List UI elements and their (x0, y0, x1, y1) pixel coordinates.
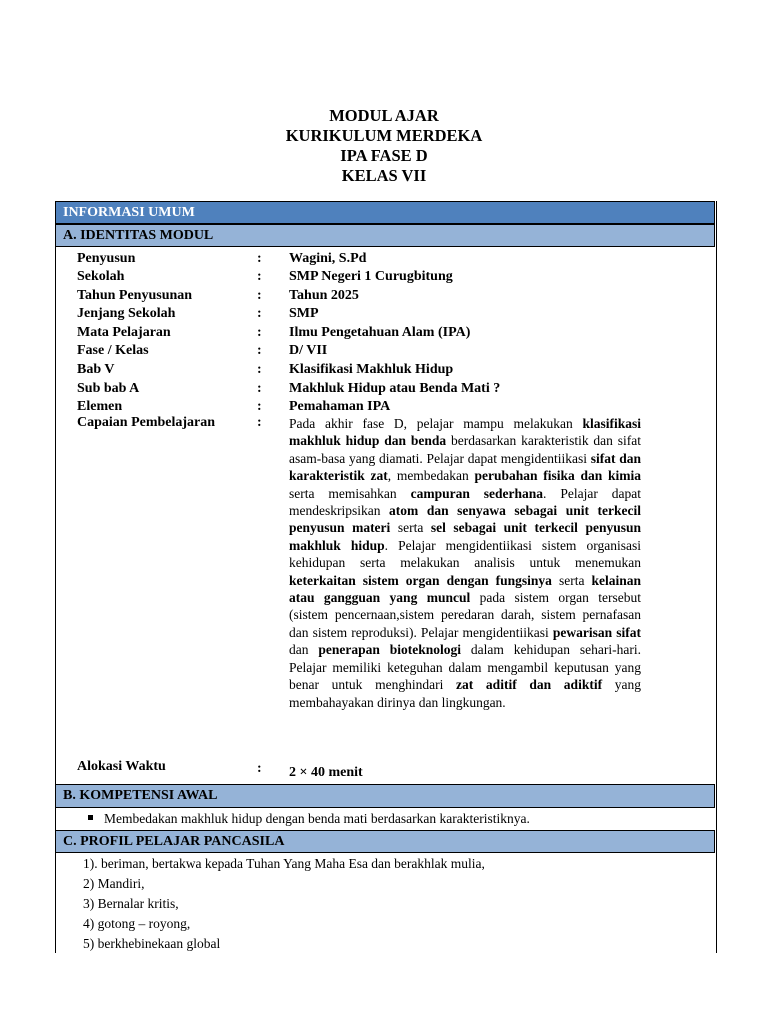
cp-part-bold: zat aditif dan adiktif (456, 677, 603, 693)
cp-part: dan (289, 642, 319, 658)
profil-item-4: 4) gotong – royong, (83, 916, 191, 931)
label-jenjang: Jenjang Sekolah (77, 306, 176, 321)
colon: : (257, 381, 262, 396)
cp-part: dalam kehidupan sehari-hari. Pelajar memiliki keteguhan dalam mengambil keputusan yang benar untuk menghindari (289, 642, 641, 693)
title-line-4: KELAS VII (341, 166, 427, 185)
cp-part: serta memisahkan (289, 485, 411, 501)
document-title (0, 106, 768, 186)
value-jenjang: SMP (289, 306, 319, 321)
colon: : (257, 415, 262, 430)
colon: : (257, 343, 262, 358)
cp-part-bold: penerapan bioteknologi (318, 642, 462, 658)
label-bab: Bab V (77, 362, 115, 377)
label-tahun: Tahun Penyusunan (77, 288, 193, 303)
label-fase: Fase / Kelas (77, 343, 149, 358)
colon: : (257, 325, 262, 340)
value-tahun: Tahun 2025 (289, 288, 359, 303)
colon: : (257, 306, 262, 321)
informasi-umum-header: INFORMASI UMUM (55, 201, 715, 224)
cp-part-bold: perubahan fisika dan kimia (474, 468, 641, 484)
colon: : (257, 288, 262, 303)
label-capaian: Capaian Pembelajaran (77, 415, 216, 430)
bullet-square-icon (88, 815, 93, 820)
profil-item-1: 1). beriman, bertakwa kepada Tuhan Yang Maha Esa dan berakhlak mulia, (83, 856, 485, 871)
profil-item-2: 2) Mandiri, (83, 876, 145, 891)
colon: : (257, 362, 262, 377)
cp-part-bold: klasifikasi makhluk hidup dan benda (289, 416, 641, 449)
value-alokasi: 2 × 40 menit (289, 765, 363, 780)
value-bab: Klasifikasi Makhluk Hidup (289, 362, 454, 377)
value-elemen: Pemahaman IPA (289, 399, 391, 414)
capaian-pembelajaran-text (289, 415, 641, 711)
title-line-2: KURIKULUM MERDEKA (285, 126, 483, 145)
colon: : (257, 399, 262, 414)
title-line-1: MODUL AJAR (329, 106, 439, 125)
value-fase: D/ VII (289, 343, 328, 358)
cp-part: . Pelajar mengidentiikasi sistem organisasi kehidupan serta melakukan analisis untuk menemukan (289, 537, 642, 571)
cp-part-bold: sel sebagai unit terkecil penyusun makhluk hidup (289, 520, 641, 553)
profil-pelajar-header: C. PROFIL PELAJAR PANCASILA (55, 830, 715, 853)
cp-part-bold: atom dan senyawa sebagai unit terkecil penyusun materi (289, 503, 642, 536)
cp-part-bold: kelainan atau gangguan yang muncul (289, 572, 642, 606)
kompetensi-awal-header: B. KOMPETENSI AWAL (55, 784, 715, 808)
value-mapel: Ilmu Pengetahuan Alam (IPA) (289, 325, 471, 340)
kompetensi-text: Membedakan makhluk hidup dengan benda mati berdasarkan karakteristiknya. (104, 811, 530, 826)
cp-part-bold: keterkaitan sistem organ dengan fungsinya (289, 572, 552, 588)
label-penyusun: Penyusun (77, 251, 136, 266)
value-sekolah: SMP Negeri 1 Curugbitung (289, 269, 453, 284)
label-alokasi: Alokasi Waktu (77, 759, 166, 774)
cp-part-bold: pewarisan sifat (552, 624, 642, 640)
kompetensi-item (88, 810, 530, 828)
cp-part-bold: campuran sederhana (410, 485, 544, 501)
title-line-3: IPA FASE D (340, 146, 428, 165)
cp-part: , membedakan (387, 468, 475, 484)
colon: : (257, 269, 262, 284)
cp-part: pada sistem organ tersebut (sistem pencernaan,sistem peredaran darah, sistem pernafasan dan sistem reproduksi). Pelajar mengidentiikasi (289, 590, 641, 640)
cp-part: . Pelajar dapat mendeskripsikan (289, 485, 642, 519)
colon: : (257, 251, 262, 266)
cp-part: berdasarkan karakteristik dan sifat asam-basa yang diamati. Pelajar dapat mengidentiikasi (289, 433, 642, 466)
profil-item-3: 3) Bernalar kritis, (83, 896, 179, 911)
cp-part: serta (551, 572, 592, 588)
identitas-modul-header: A. IDENTITAS MODUL (55, 224, 715, 247)
label-elemen: Elemen (77, 399, 123, 414)
label-mapel: Mata Pelajaran (77, 325, 171, 340)
colon: : (257, 761, 262, 776)
cp-part: yang membahayakan dirinya dan lingkungan. (289, 677, 642, 710)
value-subbab: Makhluk Hidup atau Benda Mati ? (289, 381, 501, 396)
profil-item-5: 5) berkhebinekaan global (83, 936, 221, 951)
label-sekolah: Sekolah (77, 269, 125, 284)
label-subbab: Sub bab A (77, 381, 140, 396)
cp-part: Pada akhir fase D, pelajar mampu melakukan (289, 416, 583, 431)
value-penyusun: Wagini, S.Pd (289, 251, 367, 266)
cp-part-bold: sifat dan karakteristik zat (289, 450, 642, 484)
cp-part: serta (390, 520, 431, 536)
